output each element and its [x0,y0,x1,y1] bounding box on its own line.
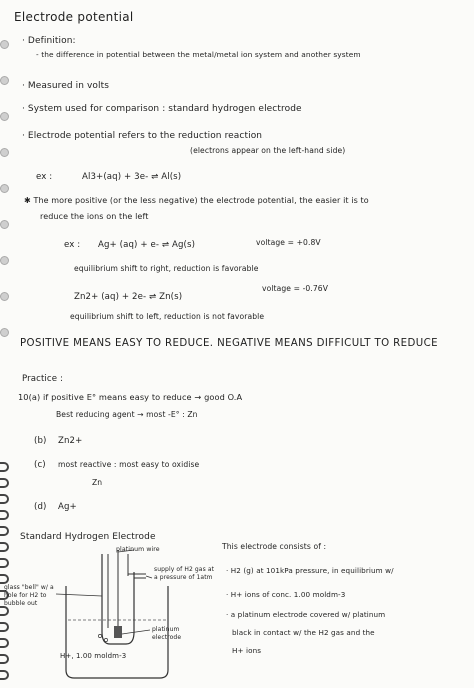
punch-hole [0,256,9,265]
spiral-ring [0,670,9,680]
she-item-4: black in contact w/ the H2 gas and the [232,628,375,637]
spiral-ring [0,574,9,584]
spiral-ring [0,558,9,568]
practice-q10a-2: Best reducing agent → most -E° : Zn [56,410,198,419]
example3-equation: Zn2+ (aq) + 2e- ⇌ Zn(s) [74,292,183,302]
positive-note-line2: reduce the ions on the left [40,212,149,221]
she-item-5: H+ ions [232,646,262,655]
practice-q10b: Zn2+ [58,436,83,446]
spiral-ring [0,622,9,632]
example2-note: equilibrium shift to right, reduction is favorable [74,264,259,273]
spiral-ring [0,510,9,520]
example1-prefix: ex : [36,172,53,182]
punch-hole [0,328,9,337]
practice-q10a: 10(a) if positive E° means easy to reduce → good O.A [18,392,243,402]
label-solution: H+, 1.00 moldm-3 [60,652,127,660]
bubble [98,634,101,637]
she-heading: Standard Hydrogen Electrode [20,532,156,542]
punch-hole [0,184,9,193]
example2-prefix: ex : [64,240,81,250]
spiral-ring [0,494,9,504]
refers-note: (electrons appear on the left-hand side) [190,146,346,155]
pointer-bell [56,594,102,596]
example2-equation: Ag+ (aq) + e- ⇌ Ag(s) [98,240,196,250]
punch-hole [0,76,9,85]
she-item-2: · H+ ions of conc. 1.00 moldm-3 [226,590,346,599]
she-item-1-text: H2 (g) at 101kPa pressure, in equilibrium w/ [230,566,394,575]
bubble [104,638,107,641]
system-text: System used for comparison : standard hydrogen electrode [27,104,302,114]
she-item-2-text: H+ ions of conc. 1.00 moldm-3 [230,590,346,599]
punch-hole [0,40,9,49]
label-glass-bell: glass "bell" w/ a hole for H2 to bubble out [4,584,54,607]
practice-q10c: most reactive : most easy to oxidise [58,460,200,469]
definition-heading: · Definition: [22,36,76,46]
label-electrode: platinum electrode [152,626,182,641]
refers-line: · Electrode potential refers to the reduction reaction [22,131,263,141]
practice-q10d-label: (d) [34,502,47,512]
punch-hole [0,148,9,157]
practice-q10c-2: Zn [92,478,103,487]
platinum-electrode [114,626,122,638]
spiral-ring [0,638,9,648]
spiral-ring [0,526,9,536]
practice-q10b-label: (b) [34,436,47,446]
pointer-electrode [122,630,150,634]
example3-voltage: voltage = -0.76V [262,284,329,293]
punch-hole [0,112,9,121]
refers-text: Electrode potential refers to the reduction reaction [27,131,263,141]
punch-hole [0,220,9,229]
practice-heading: Practice : [22,374,63,384]
practice-q10c-label: (c) [34,460,46,470]
definition-heading-text: Definition: [27,36,76,46]
positive-note-text: The more positive (or the less negative) the electrode potential, the easier it is to [33,196,369,205]
example3-note: equilibrium shift to left, reduction is not favorable [70,312,265,321]
gas-inlet [128,574,146,578]
definition-text: - the difference in potential between the metal/metal ion system and another system [36,50,361,59]
she-item-3: · a platinum electrode covered w/ platinum [226,610,386,619]
example1-equation: Al3+(aq) + 3e- ⇌ Al(s) [82,172,182,182]
she-item-1: · H2 (g) at 101kPa pressure, in equilibrium w/ [226,566,394,575]
positive-note-line1: ✱ The more positive (or the less negative) the electrode potential, the easier it is to [24,196,369,205]
label-platinum-wire: platinum wire [116,546,160,553]
she-diagram [10,544,220,684]
spiral-ring [0,654,9,664]
measured-text: Measured in volts [27,81,110,91]
system-line: · System used for comparison : standard hydrogen electrode [22,104,302,114]
example2-voltage: voltage = +0.8V [256,238,321,247]
page-title: Electrode potential [14,10,134,24]
practice-q10d: Ag+ [58,502,77,512]
she-consists-heading: This electrode consists of : [222,542,327,551]
label-supply: supply of H2 gas at a pressure of 1atm [154,566,215,581]
summary-line: POSITIVE MEANS EASY TO REDUCE. NEGATIVE MEANS DIFFICULT TO REDUCE [20,338,438,349]
spiral-ring [0,462,9,472]
she-item-3-text: a platinum electrode covered w/ platinum [230,610,386,619]
measured-line: · Measured in volts [22,81,110,91]
pointer-supply [146,576,152,578]
spiral-ring [0,478,9,488]
spiral-ring [0,542,9,552]
punch-hole [0,292,9,301]
definition-body: the difference in potential between the metal/metal ion system and another system [41,50,361,59]
